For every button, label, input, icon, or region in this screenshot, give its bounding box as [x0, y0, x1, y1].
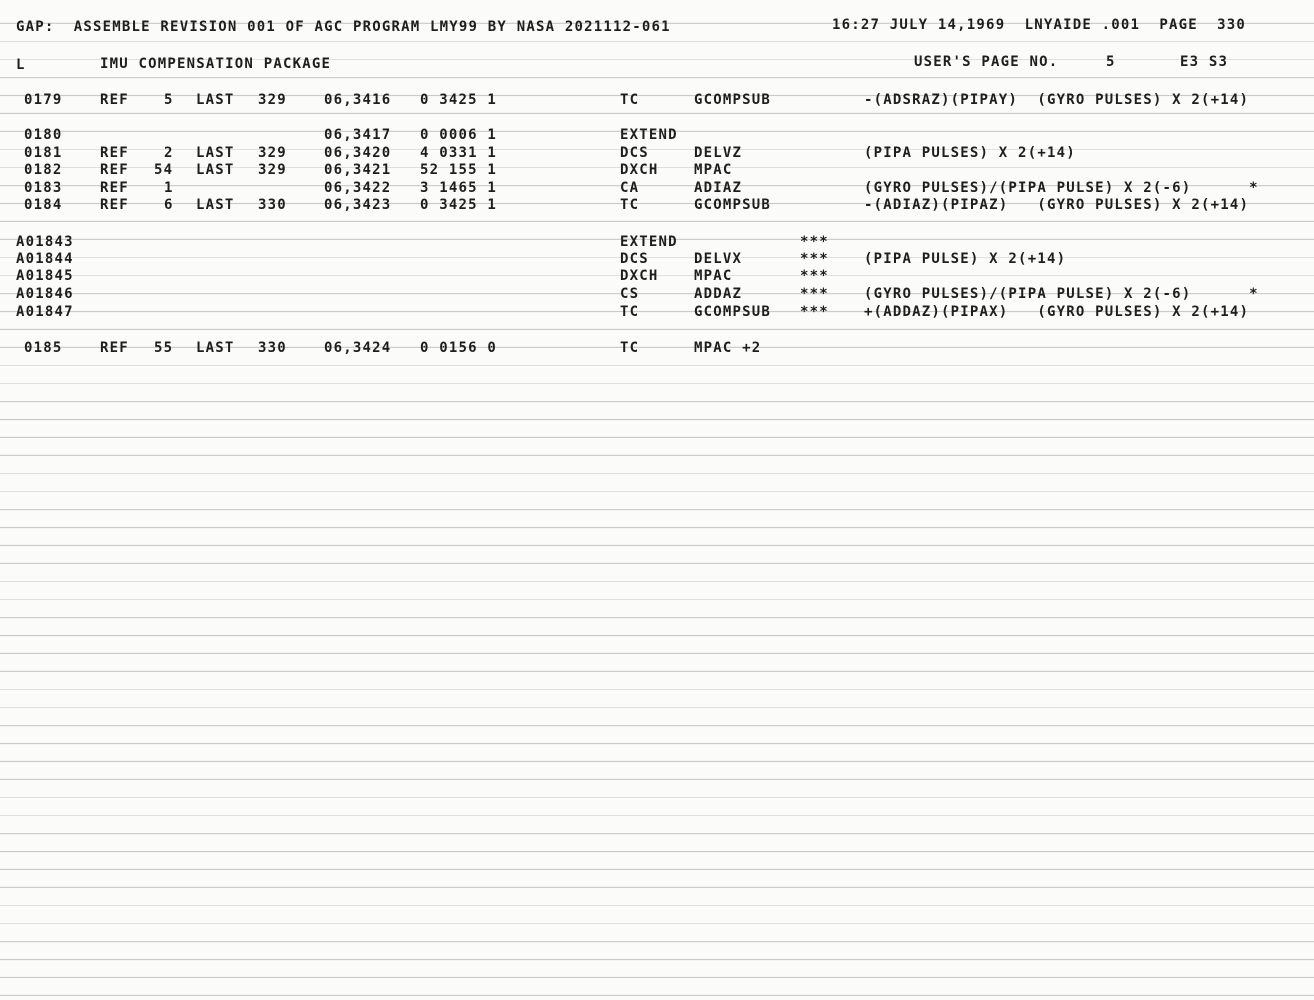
row-opcode: TC — [620, 92, 640, 108]
row-octal-code: 3 1465 1 — [420, 180, 498, 196]
row-opcode: TC — [620, 197, 640, 213]
row-address: 06,3423 — [324, 197, 392, 213]
row-comment: (PIPA PULSES) X 2(+14) — [864, 145, 1076, 161]
row-octal-code: 0 0006 1 — [420, 127, 498, 143]
row-line-number: 0181 — [24, 145, 63, 161]
row-ref-number: 6 — [164, 197, 174, 213]
row-line-number: 0179 — [24, 92, 63, 108]
row-ref-number: 2 — [164, 145, 174, 161]
row-line-number: 0185 — [24, 340, 63, 356]
row-change-mark: *** — [800, 234, 829, 250]
row-address: 06,3417 — [324, 127, 392, 143]
row-comment: -(ADSRAZ)(PIPAY) (GYRO PULSES) X 2(+14) — [864, 92, 1250, 108]
row-change-mark: *** — [800, 251, 829, 267]
row-last-page: 330 — [258, 340, 287, 356]
row-ref-number: 5 — [164, 92, 174, 108]
row-change-mark: *** — [800, 268, 829, 284]
row-octal-code: 52 155 1 — [420, 162, 498, 178]
row-opcode: TC — [620, 340, 640, 356]
row-operand: ADDAZ — [694, 286, 743, 302]
row-comment: (GYRO PULSES)/(PIPA PULSE) X 2(-6) * — [864, 180, 1259, 196]
row-last-page: 330 — [258, 197, 287, 213]
row-ref-label: REF — [100, 340, 129, 356]
row-line-number: 0184 — [24, 197, 63, 213]
row-address: 06,3424 — [324, 340, 392, 356]
row-line-number: A01845 — [16, 268, 74, 284]
row-line-number: A01843 — [16, 234, 74, 250]
row-operand: GCOMPSUB — [694, 92, 772, 108]
row-ref-label: REF — [100, 162, 129, 178]
row-last-label: LAST — [196, 145, 235, 161]
row-address: 06,3420 — [324, 145, 392, 161]
row-line-number: 0180 — [24, 127, 63, 143]
row-address: 06,3421 — [324, 162, 392, 178]
row-comment: (GYRO PULSES)/(PIPA PULSE) X 2(-6) * — [864, 286, 1259, 302]
row-address: 06,3422 — [324, 180, 392, 196]
row-last-label: LAST — [196, 197, 235, 213]
row-opcode: TC — [620, 304, 640, 320]
row-operand: GCOMPSUB — [694, 304, 772, 320]
row-opcode: DCS — [620, 145, 649, 161]
row-ref-label: REF — [100, 180, 129, 196]
row-operand: MPAC +2 — [694, 340, 762, 356]
row-octal-code: 4 0331 1 — [420, 145, 498, 161]
row-last-page: 329 — [258, 92, 287, 108]
row-last-label: LAST — [196, 92, 235, 108]
row-line-number: A01844 — [16, 251, 74, 267]
row-last-page: 329 — [258, 162, 287, 178]
row-address: 06,3416 — [324, 92, 392, 108]
row-change-mark: *** — [800, 286, 829, 302]
section-mark: L — [16, 57, 26, 73]
users-page-number: 5 — [1106, 54, 1116, 70]
row-change-mark: *** — [800, 304, 829, 320]
row-operand: MPAC — [694, 268, 733, 284]
row-ref-number: 1 — [164, 180, 174, 196]
row-comment: +(ADDAZ)(PIPAX) (GYRO PULSES) X 2(+14) — [864, 304, 1250, 320]
row-opcode: EXTEND — [620, 234, 678, 250]
row-line-number: 0182 — [24, 162, 63, 178]
row-ref-number: 55 — [154, 340, 174, 356]
row-octal-code: 0 3425 1 — [420, 197, 498, 213]
row-last-label: LAST — [196, 162, 235, 178]
row-opcode: CS — [620, 286, 640, 302]
row-last-page: 329 — [258, 145, 287, 161]
row-line-number: A01847 — [16, 304, 74, 320]
row-operand: MPAC — [694, 162, 733, 178]
row-opcode: DCS — [620, 251, 649, 267]
row-comment: (PIPA PULSE) X 2(+14) — [864, 251, 1067, 267]
row-opcode: CA — [620, 180, 640, 196]
row-opcode: DXCH — [620, 162, 659, 178]
row-line-number: 0183 — [24, 180, 63, 196]
row-operand: ADIAZ — [694, 180, 743, 196]
row-ref-label: REF — [100, 197, 129, 213]
sheet-code: E3 S3 — [1180, 54, 1229, 70]
row-ref-label: REF — [100, 145, 129, 161]
section-title: IMU COMPENSATION PACKAGE — [100, 56, 332, 72]
row-opcode: DXCH — [620, 268, 659, 284]
row-opcode: EXTEND — [620, 127, 678, 143]
row-octal-code: 0 0156 0 — [420, 340, 498, 356]
row-operand: GCOMPSUB — [694, 197, 772, 213]
header-timestamp-page: 16:27 JULY 14,1969 LNYAIDE .001 PAGE 330 — [832, 17, 1247, 33]
row-last-label: LAST — [196, 340, 235, 356]
row-comment: -(ADIAZ)(PIPAZ) (GYRO PULSES) X 2(+14) — [864, 197, 1250, 213]
row-operand: DELVZ — [694, 145, 743, 161]
row-octal-code: 0 3425 1 — [420, 92, 498, 108]
header-assembly-line: GAP: ASSEMBLE REVISION 001 OF AGC PROGRAM LMY99 BY NASA 2021112-061 — [16, 19, 671, 35]
row-ref-number: 54 — [154, 162, 174, 178]
row-operand: DELVX — [694, 251, 743, 267]
row-line-number: A01846 — [16, 286, 74, 302]
users-page-label: USER'S PAGE NO. — [914, 54, 1059, 70]
row-ref-label: REF — [100, 92, 129, 108]
